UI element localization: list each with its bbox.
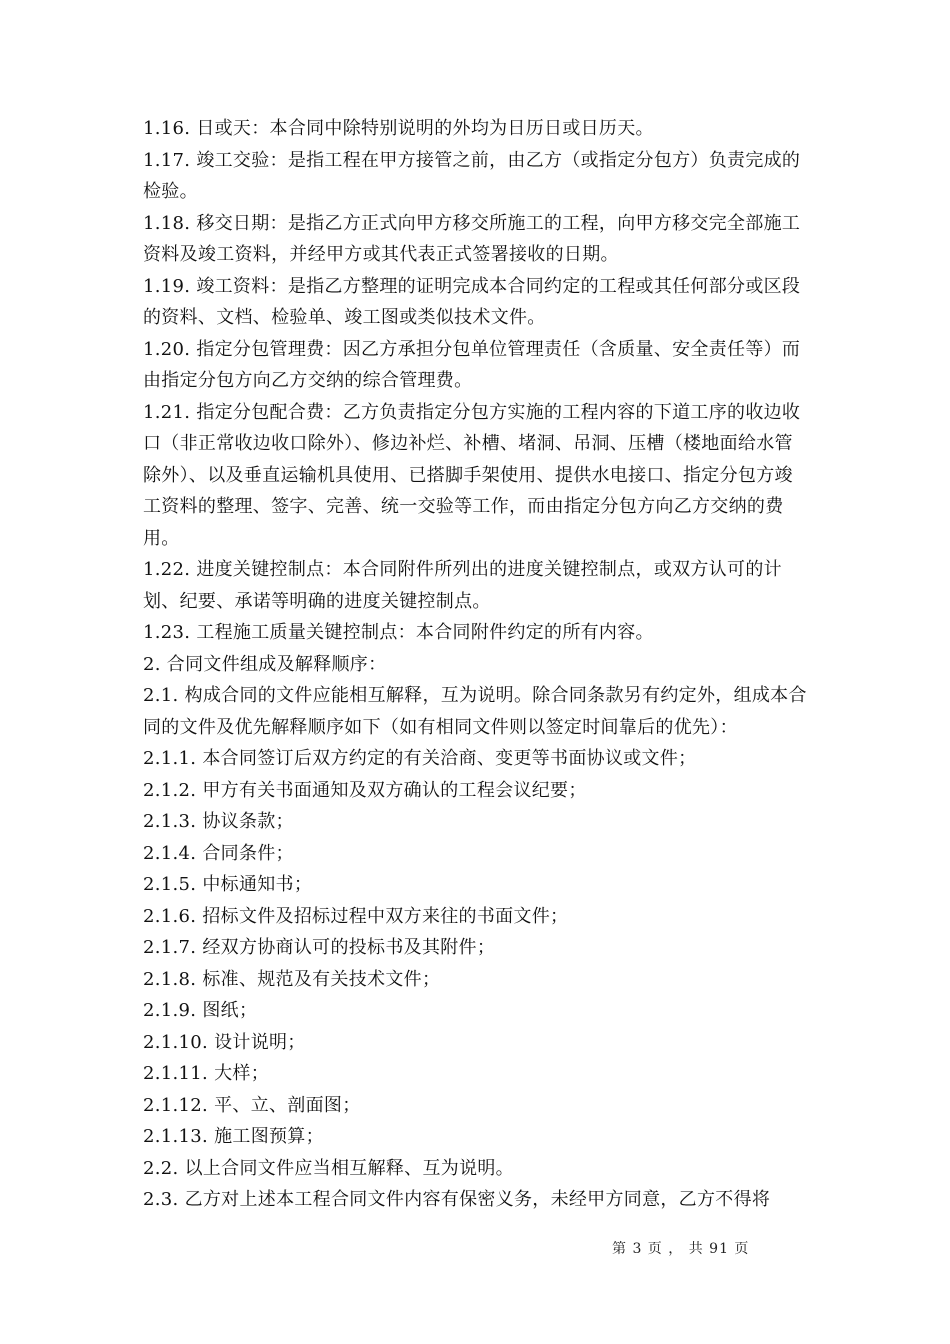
- clause-2-1-4: 2.1.4. 合同条件；: [143, 842, 294, 864]
- clause-1-22: 1.22. 进度关键控制点：本合同附件所列出的进度关键控制点，或双方认可的计划、纪要、承诺等明确的进度关键控制点。: [143, 559, 782, 612]
- clause-1-17: 1.17. 竣工交验：是指工程在甲方接管之前，由乙方（或指定分包方）负责完成的检验。: [143, 149, 801, 202]
- clause-2-1-2: 2.1.2. 甲方有关书面通知及双方确认的工程会议纪要；: [143, 779, 587, 801]
- clause-2-1-9: 2.1.9. 图纸；: [143, 1000, 258, 1021]
- clause-2-2: 2.2. 以上合同文件应当相互解释、互为说明。: [143, 1157, 514, 1179]
- page-number-footer: 第 3 页 ， 共 91 页: [612, 1241, 750, 1257]
- clause-2-1-6: 2.1.6. 招标文件及招标过程中双方来往的书面文件；: [143, 905, 569, 927]
- clause-2-1-5: 2.1.5. 中标通知书；: [143, 874, 313, 895]
- clause-1-19: 1.19. 竣工资料：是指乙方整理的证明完成本合同约定的工程或其任何部分或区段的资料、文档、检验单、竣工图或类似技术文件。: [143, 275, 801, 328]
- clause-2-1-3: 2.1.3. 协议条款；: [143, 811, 294, 832]
- section-2-heading: 2. 合同文件组成及解释顺序：: [143, 653, 387, 675]
- clause-2-1-13: 2.1.13. 施工图预算；: [143, 1126, 324, 1147]
- clause-2-1-12: 2.1.12. 平、立、剖面图；: [143, 1094, 361, 1116]
- clause-1-16: 1.16. 日或天：本合同中除特别说明的外均为日历日或日历天。: [143, 118, 654, 139]
- clause-2-1-8: 2.1.8. 标准、规范及有关技术文件；: [143, 968, 441, 990]
- clause-2-1-11: 2.1.11. 大样；: [143, 1063, 269, 1084]
- clause-1-23: 1.23. 工程施工质量关键控制点：本合同附件约定的所有内容。: [143, 622, 654, 643]
- clause-2-3: 2.3. 乙方对上述本工程合同文件内容有保密义务，未经甲方同意，乙方不得将: [143, 1189, 771, 1210]
- clause-2-1-1: 2.1.1. 本合同签订后双方约定的有关洽商、变更等书面协议或文件；: [143, 748, 697, 769]
- clause-1-20: 1.20. 指定分包管理费：因乙方承担分包单位管理责任（含质量、安全责任等）而由指定分包方向乙方交纳的综合管理费。: [143, 338, 801, 391]
- contract-body: [143, 113, 811, 1216]
- clause-2-1-10: 2.1.10. 设计说明；: [143, 1031, 306, 1053]
- clause-1-18: 1.18. 移交日期：是指乙方正式向甲方移交所施工的工程，向甲方移交完全部施工资料及竣工资料，并经甲方或其代表正式签署接收的日期。: [143, 212, 801, 265]
- clause-2-1-7: 2.1.7. 经双方协商认可的投标书及其附件；: [143, 937, 496, 958]
- clause-1-21: 1.21. 指定分包配合费：乙方负责指定分包方实施的工程内容的下道工序的收边收口（非正常收边收口除外）、修边补烂、补槽、堵洞、吊洞、压槽（楼地面给水管除外）、以及垂直运输机具使用、已搭脚手架使用、提供水电接口、指定分包方竣工资料的整理、签字、完善、统一交验等工作，而由指定分包方向乙方交纳的费用。: [143, 401, 801, 549]
- clause-2-1: 2.1. 构成合同的文件应能相互解释，互为说明。除合同条款另有约定外，组成本合同的文件及优先解释顺序如下（如有相同文件则以签定时间靠后的优先）：: [143, 685, 807, 738]
